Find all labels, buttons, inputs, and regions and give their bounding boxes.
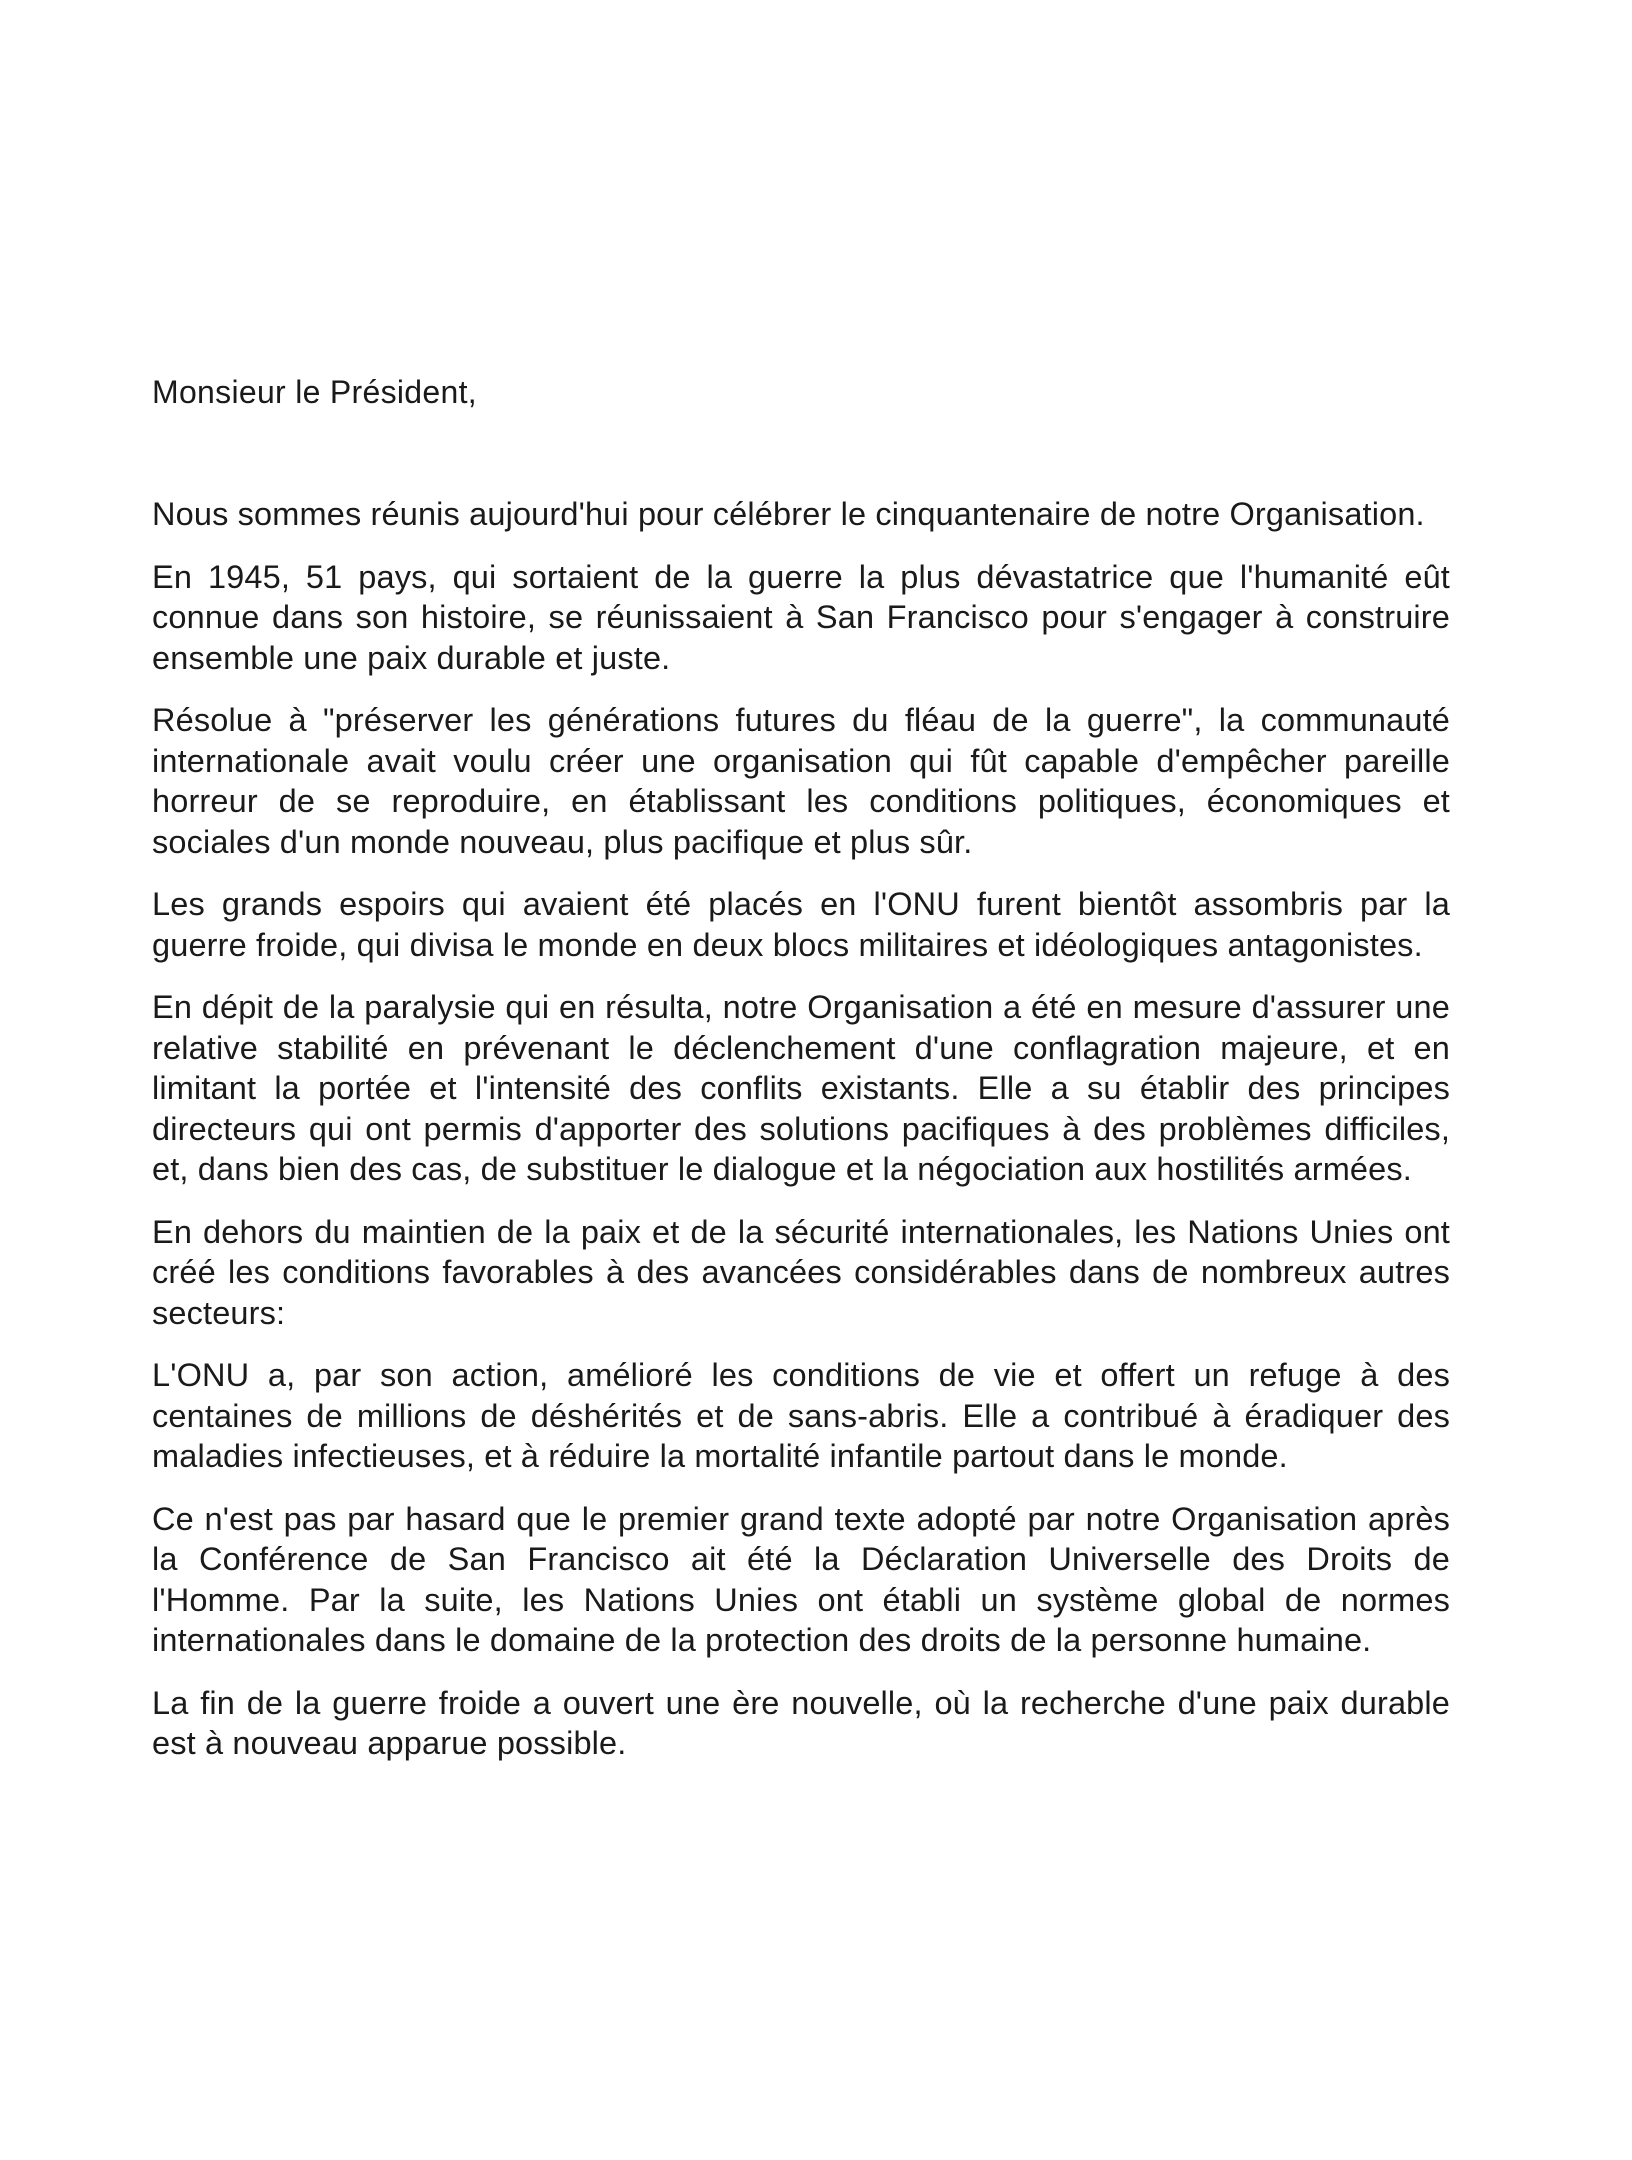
paragraph-3: Résolue à "préserver les générations futures du fléau de la guerre", la communauté internationale avait voulu créer une organisation qui fût capable d'empêcher pareille horreur de se reproduire, en établissant les conditions politiques, économiques et sociales d'un monde nouveau, plus pacifique et plus sûr. [152,702,1450,860]
salutation: Monsieur le Président, [152,374,477,410]
paragraph-8: Ce n'est pas par hasard que le premier grand texte adopté par notre Organisation après la Conférence de San Francisco ait été la Déclaration Universelle des Droits de l'Homme. Par la suite, les Nations Unies ont établi un système global de normes internationales dans le domaine de la protection des droits de la personne humaine. [152,1500,1450,1658]
paragraph-4: Les grands espoirs qui avaient été placés en l'ONU furent bientôt assombris par la guerre froide, qui divisa le monde en deux blocs militaires et idéologiques antagonistes. [152,886,1450,963]
paragraph-7: L'ONU a, par son action, amélioré les conditions de vie et offert un refuge à des centaines de millions de déshérités et de sans-abris. Elle a contribué à éradiquer des maladies infectieuses, et à réduire la mortalité infantile partout dans le monde. [152,1357,1450,1474]
paragraph-9: La fin de la guerre froide a ouvert une ère nouvelle, où la recherche d'une paix durable est à nouveau apparue possible. [152,1684,1450,1761]
paragraph-5: En dépit de la paralysie qui en résulta, notre Organisation a été en mesure d'assurer une relative stabilité en prévenant le déclenchement d'une conflagration majeure, et en limitant la portée et l'intensité des conflits existants. Elle a su établir des principes directeurs qui ont permis d'apporter des solutions pacifiques à des problèmes difficiles, et, dans bien des cas, de substituer le dialogue et la négociation aux hostilités armées. [152,989,1450,1187]
paragraph-6: En dehors du maintien de la paix et de la sécurité internationales, les Nations Unies ont créé les conditions favorables à des avancées considérables dans de nombreux autres secteurs: [152,1213,1450,1331]
paragraph-1: Nous sommes réunis aujourd'hui pour célébrer le cinquantenaire de notre Organisation. [152,496,1425,532]
letter-body [152,494,1450,1786]
paragraph-2: En 1945, 51 pays, qui sortaient de la guerre la plus dévastatrice que l'humanité eût connue dans son histoire, se réunissaient à San Francisco pour s'engager à construire ensemble une paix durable et juste. [152,558,1450,676]
